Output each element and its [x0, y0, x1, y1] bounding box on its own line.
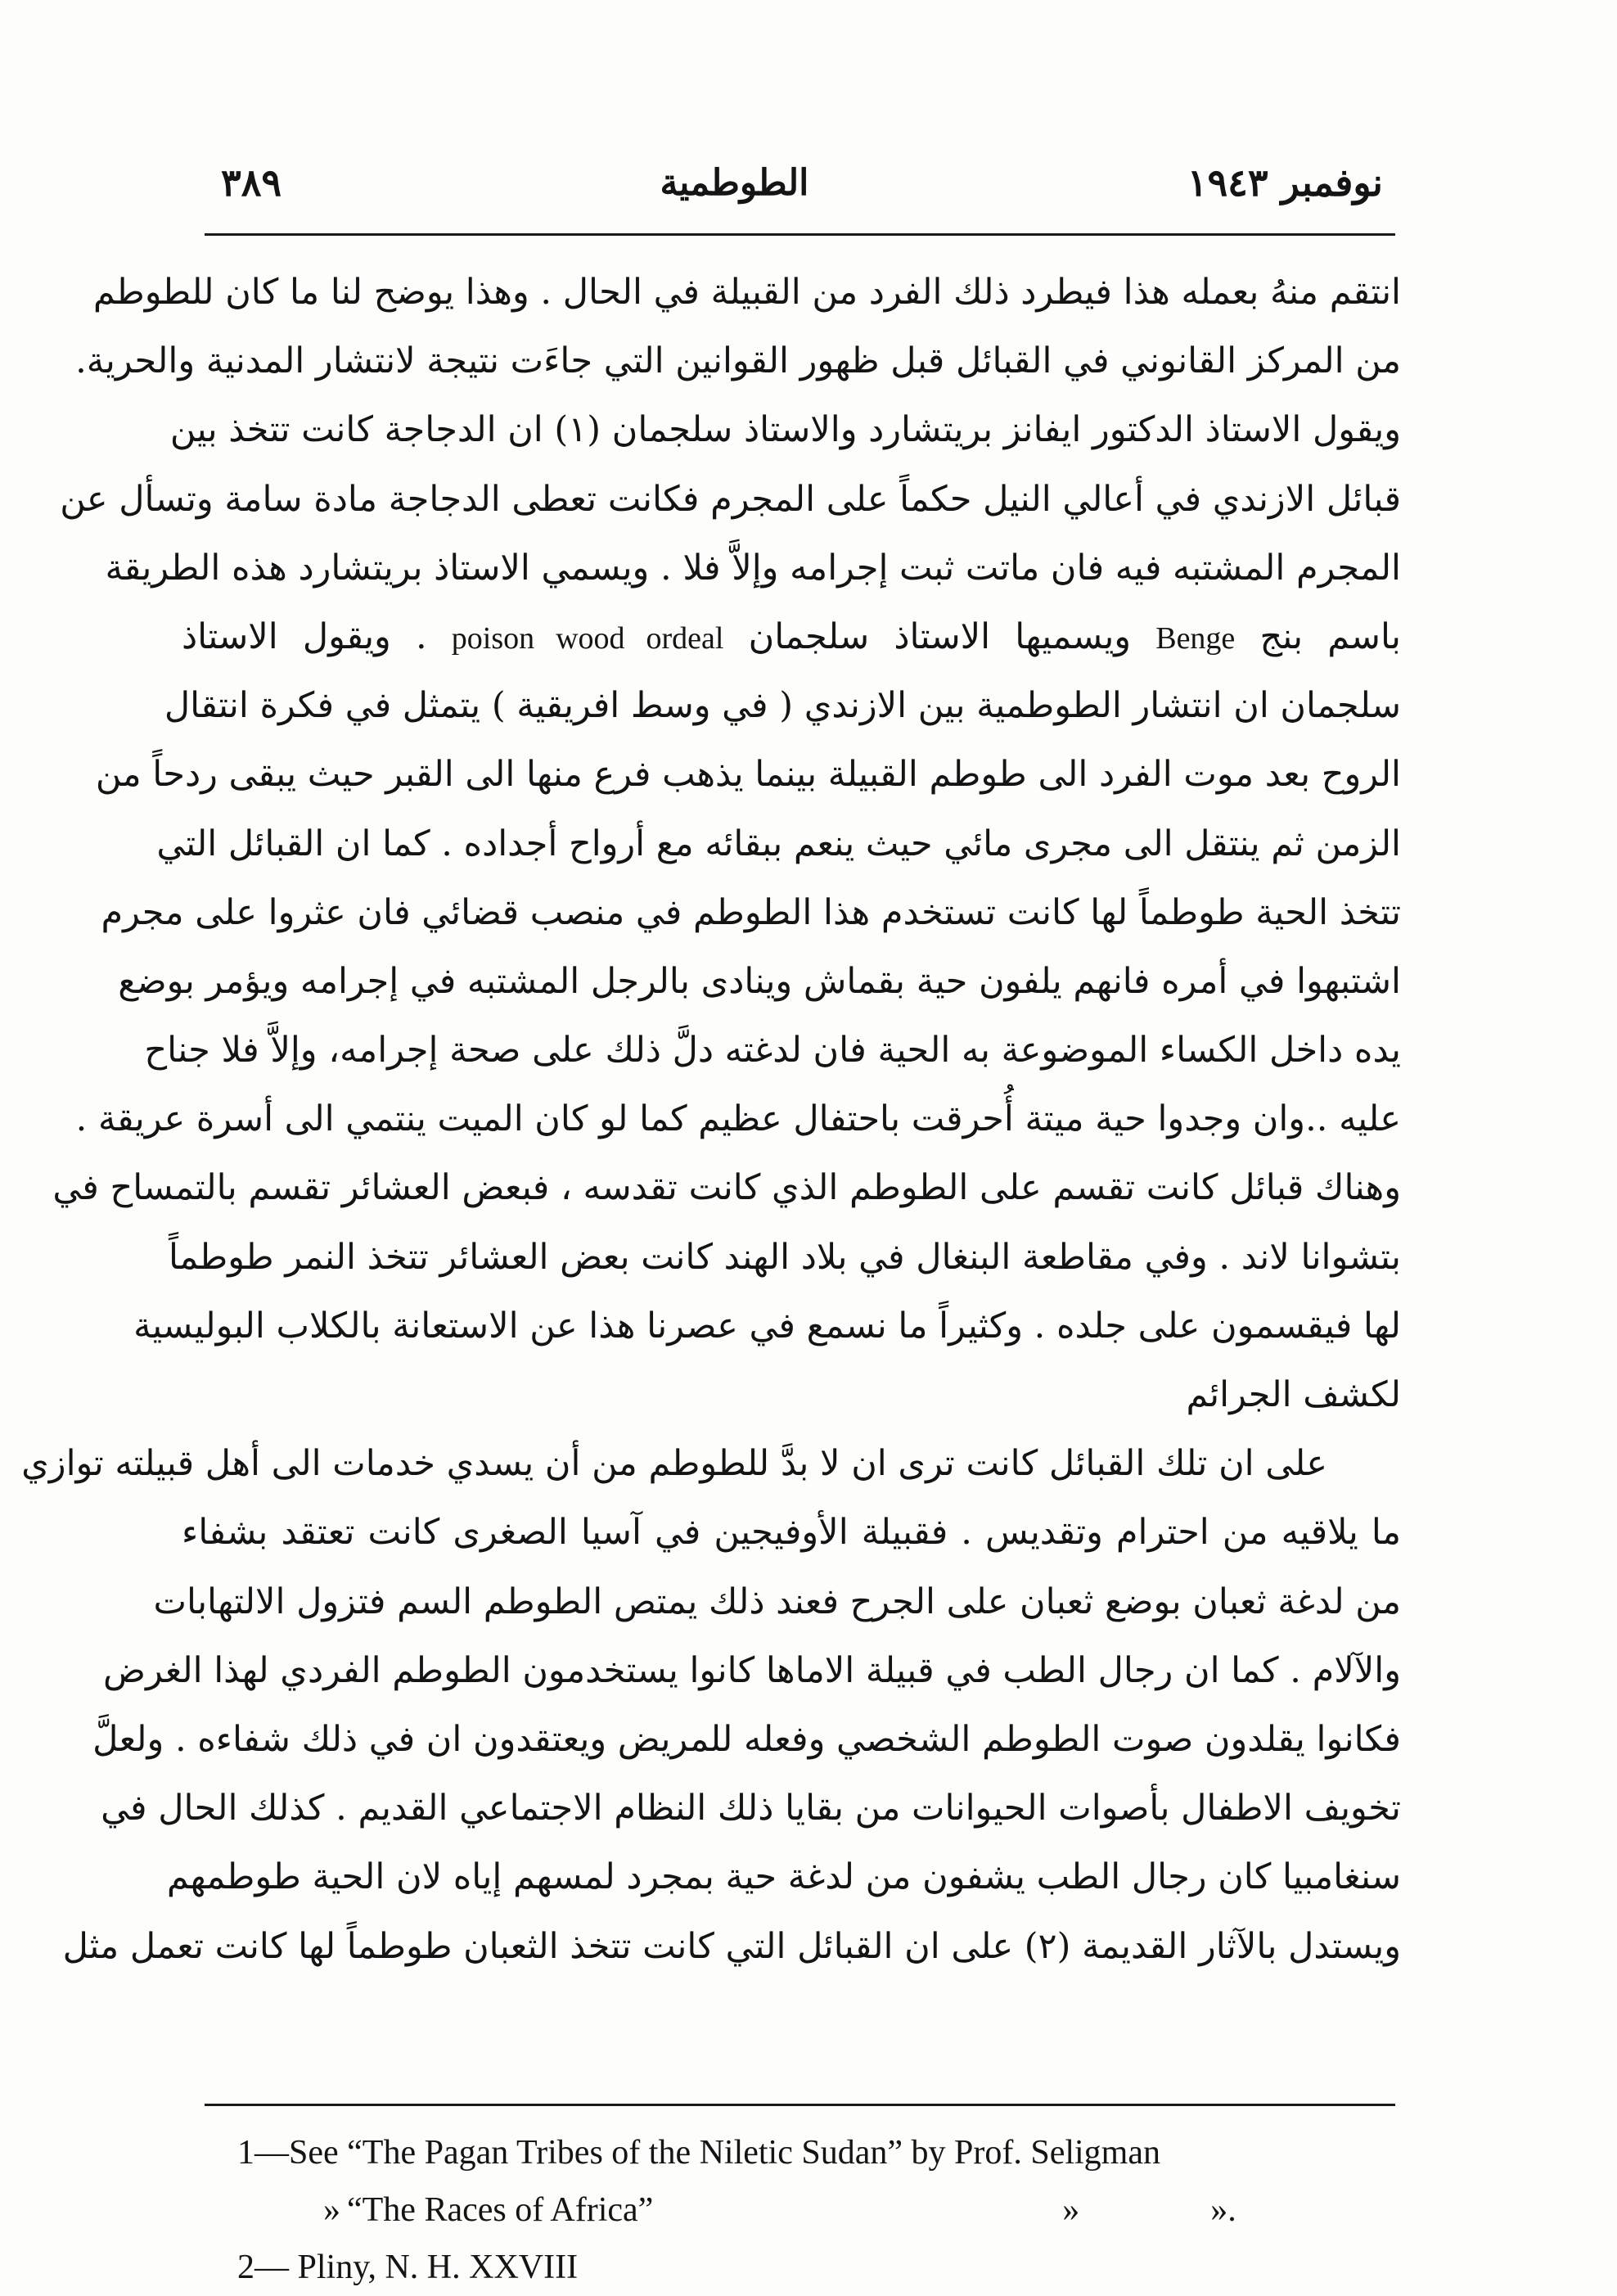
running-header: [221, 154, 1383, 211]
footnotes: [237, 2124, 1399, 2296]
body-line: فكانوا يقلدون صوت الطوطم الشخصي وفعله للمريض ويعتقدون ان في ذلك شفاءه . ولعلَّ: [92, 1718, 1401, 1760]
ditto-mark: »: [323, 2191, 340, 2229]
header-date: نوفمبر ١٩٤٣: [1187, 160, 1383, 205]
body-line: من المركز القانوني في القبائل قبل ظهور القوانين التي جاءَت نتيجة لانتشار المدنية والحرية.: [75, 341, 1401, 382]
body-line: وهناك قبائل كانت تقسم على الطوطم الذي كانت تقدسه ، فبعض العشائر تقسم بالتمساح في: [52, 1167, 1401, 1209]
body-line: بتشوانا لاند . وفي مقاطعة البنغال في بلاد الهند كانت بعض العشائر تتخذ النمر طوطماً: [169, 1236, 1401, 1278]
body-line: الزمن ثم ينتقل الى مجرى مائي حيث ينعم ببقائه مع أرواح أجداده . كما ان القبائل التي: [156, 823, 1401, 864]
body-line: قبائل الازندي في أعالي النيل حكماً على المجرم فكانت تعطى الدجاجة مادة سامة وتسأل عن: [60, 478, 1401, 520]
footnote-rule: [205, 2104, 1395, 2106]
body-line: ويقول الاستاذ الدكتور ايفانز بريتشارد والاستاذ سلجمان (١) ان الدجاجة كانت تتخذ بين: [169, 409, 1401, 451]
footnote-2: 2— Pliny, N. H. XXVIII: [237, 2249, 579, 2286]
ditto-mark: ».: [1210, 2191, 1236, 2229]
page-number: ٣٨٩: [221, 160, 282, 205]
body-line: ما يلاقيه من احترام وتقديس . فقبيلة الأوفيجين في آسيا الصغرى كانت تعتقد بشفاء: [182, 1512, 1401, 1554]
body-line: لها فيقسمون على جلده . وكثيراً ما نسمع في عصرنا هذا عن الاستعانة بالكلاب البوليسية: [133, 1305, 1401, 1346]
body-line-paragraph-end: لكشف الجرائم: [1186, 1374, 1401, 1415]
body-line: انتقم منهُ بعمله هذا فيطرد ذلك الفرد من القبيلة في الحال . وهذا يوضح لنا ما كان للطوطم: [92, 272, 1401, 313]
footnote-1-continuation: [237, 2181, 1399, 2239]
body-line: تخويف الاطفال بأصوات الحيوانات من بقايا ذلك النظام الاجتماعي القديم . كذلك الحال في: [101, 1788, 1401, 1829]
body-line: سلجمان ان انتشار الطوطمية بين الازندي ( في وسط افريقية ) يتمثل في فكرة انتقال: [164, 685, 1401, 727]
body-line: الروح بعد موت الفرد الى طوطم القبيلة بينما يذهب فرع منها الى القبر حيث يبقى ردحاً من: [95, 754, 1401, 796]
header-rule: [205, 233, 1395, 236]
latin-term: poison wood ordeal: [451, 620, 724, 656]
body-line-paragraph-start: على ان تلك القبائل كانت ترى ان لا بدَّ للطوطم من أن يسدي خدمات الى أهل قبيلته توازي: [21, 1443, 1327, 1485]
body-line: ويستدل بالآثار القديمة (٢) على ان القبائل التي كانت تتخذ الثعبان طوطماً لها كانت تعمل مثل: [62, 1925, 1401, 1967]
body-line: اشتبهوا في أمره فانهم يلفون حية بقماش وينادى بالرجل المشتبه في إجرامه ويؤمر بوضع: [118, 960, 1401, 1002]
body-line: من لدغة ثعبان بوضع ثعبان على الجرح فعند ذلك يمتص الطوطم السم فتزول الالتهابات: [153, 1581, 1401, 1622]
body-line: يده داخل الكساء الموضوعة به الحية فان لدغته دلَّ ذلك على صحة إجرامه، وإلاَّ فلا جناح: [144, 1030, 1401, 1071]
latin-term: Benge: [1155, 620, 1236, 656]
footnote-1: 1—See “The Pagan Tribes of the Niletic Sudan” by Prof. Seligman: [237, 2134, 1160, 2172]
body-text: [21, 258, 1402, 1981]
body-line: سنغامبيا كان رجال الطب يشفون من لدغة حية بمجرد لمسهم إياه لان الحية طوطمهم: [166, 1856, 1401, 1898]
body-line: باسم بنج Benge ويسميها الاستاذ سلجمان poison wood ordeal . ويقول الاستاذ: [182, 616, 1402, 657]
body-line: تتخذ الحية طوطماً لها كانت تستخدم هذا الطوطم في منصب قضائي فان عثروا على مجرم: [101, 891, 1401, 933]
footnote-1-second-work: “The Races of Africa”: [347, 2191, 654, 2229]
body-line: والآلام . كما ان رجال الطب في قبيلة الاماها كانوا يستخدمون الطوطم الفردي لهذا الغرض: [103, 1649, 1401, 1691]
body-line: عليه ..وان وجدوا حية ميتة أُحرقت باحتفال عظيم كما لو كان الميت ينتمي الى أسرة عريقة .: [75, 1098, 1401, 1140]
ditto-mark: »: [1062, 2191, 1080, 2229]
header-title: الطوطمية: [660, 161, 809, 204]
body-line: المجرم المشتبه فيه فان ماتت ثبت إجرامه وإلاَّ فلا . ويسمي الاستاذ بريتشارد هذه الطريقة: [105, 547, 1401, 589]
